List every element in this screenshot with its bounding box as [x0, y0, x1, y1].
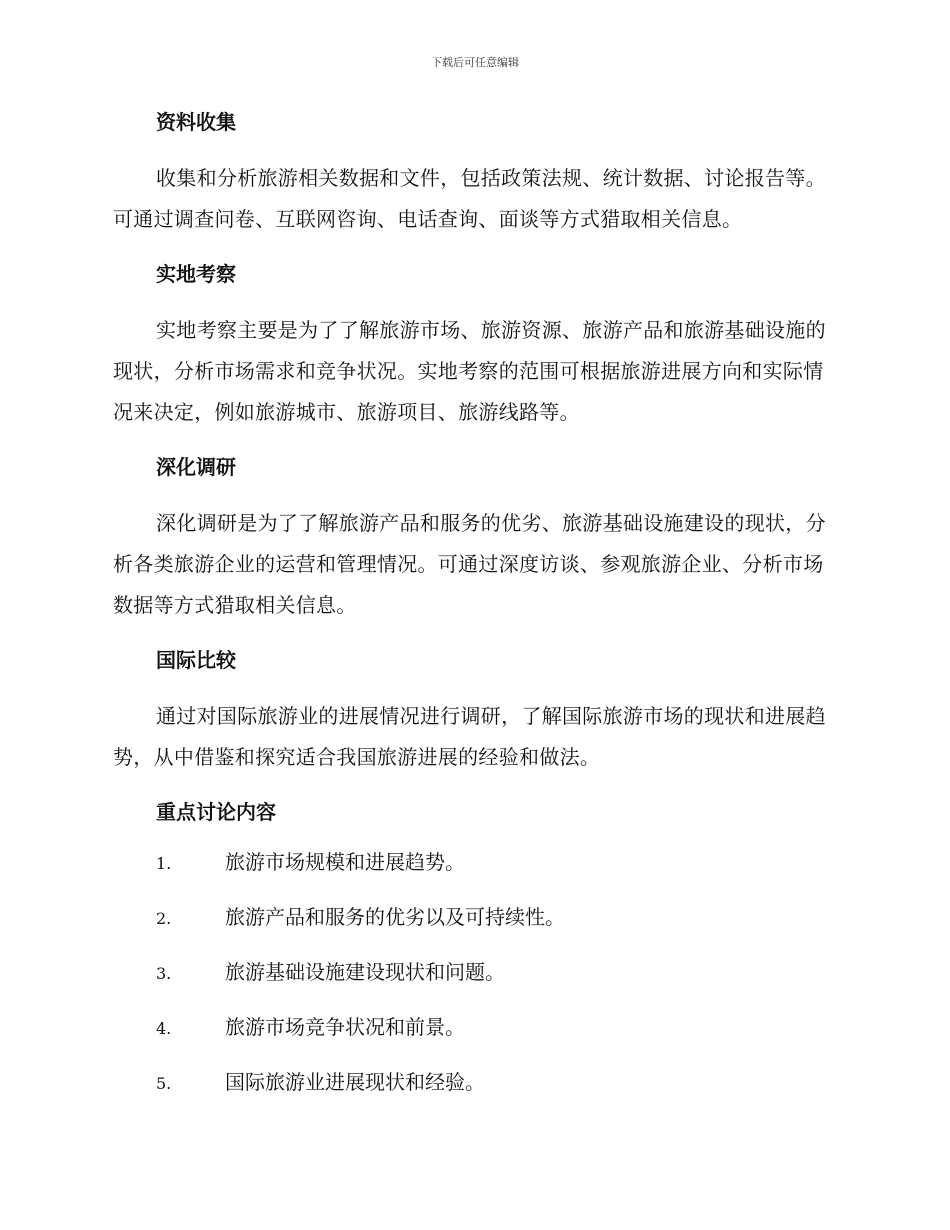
section-heading-data-collection: 资料收集: [156, 110, 236, 134]
section-heading-international-comparison: 国际比较: [156, 648, 236, 672]
list-item: [113, 848, 835, 903]
list-item: [113, 903, 835, 958]
list-item-text: 旅游产品和服务的优劣以及可持续性。: [225, 905, 565, 929]
section-paragraph-in-depth-research: 深化调研是为了了解旅游产品和服务的优劣、旅游基础设施建设的现状，分析各类旅游企业的运营和管理情况。可通过深度访谈、参观旅游企业、分析市场数据等方式猎取相关信息。: [113, 511, 826, 617]
list-item-text: 旅游市场规模和进展趋势。: [225, 850, 465, 874]
document-body: [113, 108, 835, 1123]
list-item-number: 1.: [156, 854, 172, 873]
section-heading-field-survey: 实地考察: [156, 262, 236, 286]
section-paragraph-field-survey: 实地考察主要是为了了解旅游市场、旅游资源、旅游产品和旅游基础设施的现状，分析市场需求和竞争状况。实地考察的范围可根据旅游进展方向和实际情况来决定，例如旅游城市、旅游项目、旅游线路等。: [113, 318, 826, 424]
section-paragraph-international-comparison: 通过对国际旅游业的进展情况进行调研，了解国际旅游市场的现状和进展趋势，从中借鉴和探究适合我国旅游进展的经验和做法。: [113, 704, 826, 769]
list-item-number: 4.: [156, 1019, 172, 1038]
list-item-number: 5.: [156, 1074, 172, 1093]
page-header: 下载后可任意编辑: [431, 56, 519, 69]
section-heading-in-depth-research: 深化调研: [156, 455, 236, 479]
key-topics-list: [113, 848, 835, 1123]
list-item-text: 旅游基础设施建设现状和问题。: [225, 960, 505, 984]
section-paragraph-data-collection: 收集和分析旅游相关数据和文件，包括政策法规、统计数据、讨论报告等。可通过调查问卷、互联网咨询、电话查询、面谈等方式猎取相关信息。: [113, 166, 826, 231]
list-item-number: 3.: [156, 964, 172, 983]
list-item-text: 国际旅游业进展现状和经验。: [225, 1070, 485, 1094]
list-item-text: 旅游市场竞争状况和前景。: [225, 1015, 465, 1039]
list-item: [113, 1013, 835, 1068]
list-item: [113, 958, 835, 1013]
list-item: [113, 1068, 835, 1123]
list-item-number: 2.: [156, 909, 172, 928]
section-heading-key-topics: 重点讨论内容: [156, 800, 276, 824]
